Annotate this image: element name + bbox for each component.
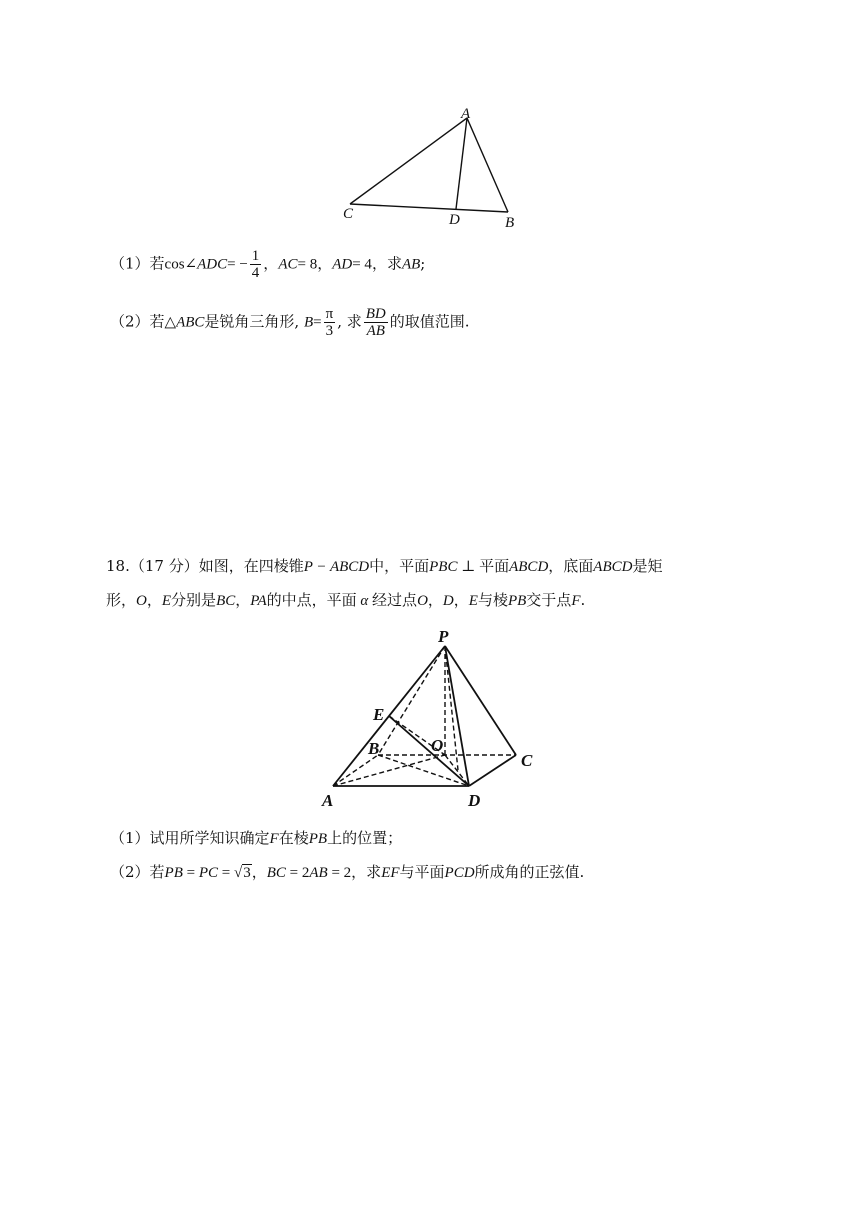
label-B: B <box>505 215 515 231</box>
label-C: C <box>343 206 354 222</box>
label-C: C <box>521 751 533 770</box>
label-A: A <box>322 791 334 810</box>
fraction-pi-third: $\frac{\pi}{3}$ <box>325 306 334 339</box>
pyramid-figure <box>318 625 548 815</box>
label-A: A <box>461 106 471 122</box>
triangle-figure <box>330 100 530 235</box>
q18-part2: （2）若PB = PC = √3，BC = 2AB = 2，求EF与平面PCD所成角的正弦值. <box>110 863 585 881</box>
q18-statement-line1: 18.（17 分）如图，在四棱锥P − ABCD中，平面PBC ⊥ 平面ABCD，底面ABCD是矩 <box>106 557 663 575</box>
label-P: P <box>438 627 449 646</box>
label-E: E <box>373 705 385 724</box>
label-B: B <box>368 739 380 758</box>
label-O: O <box>431 736 444 755</box>
fraction-one-quarter: $\frac{1}{4}$ <box>251 248 260 281</box>
label-D: D <box>449 212 460 228</box>
label-D: D <box>468 791 481 810</box>
q17-part2: （2）若△ABC是锐角三角形, B= $\frac{\pi}{3}$ , 求 $\frac{BD}{AB}$ 的取值范围. <box>110 306 470 339</box>
q18-part1: （1）试用所学知识确定F在棱PB上的位置； <box>110 829 403 847</box>
fraction-bd-ab: $\frac{BD}{AB}$ <box>365 306 386 339</box>
q18-statement-line2: 形，O，E分别是BC，PA的中点，平面 α 经过点O，D，E与棱PB交于点F. <box>106 591 586 609</box>
q17-part1: （1）若cos∠ADC= − $\frac{1}{4}$ ，AC= 8，AD= 4，求AB; <box>110 248 426 281</box>
